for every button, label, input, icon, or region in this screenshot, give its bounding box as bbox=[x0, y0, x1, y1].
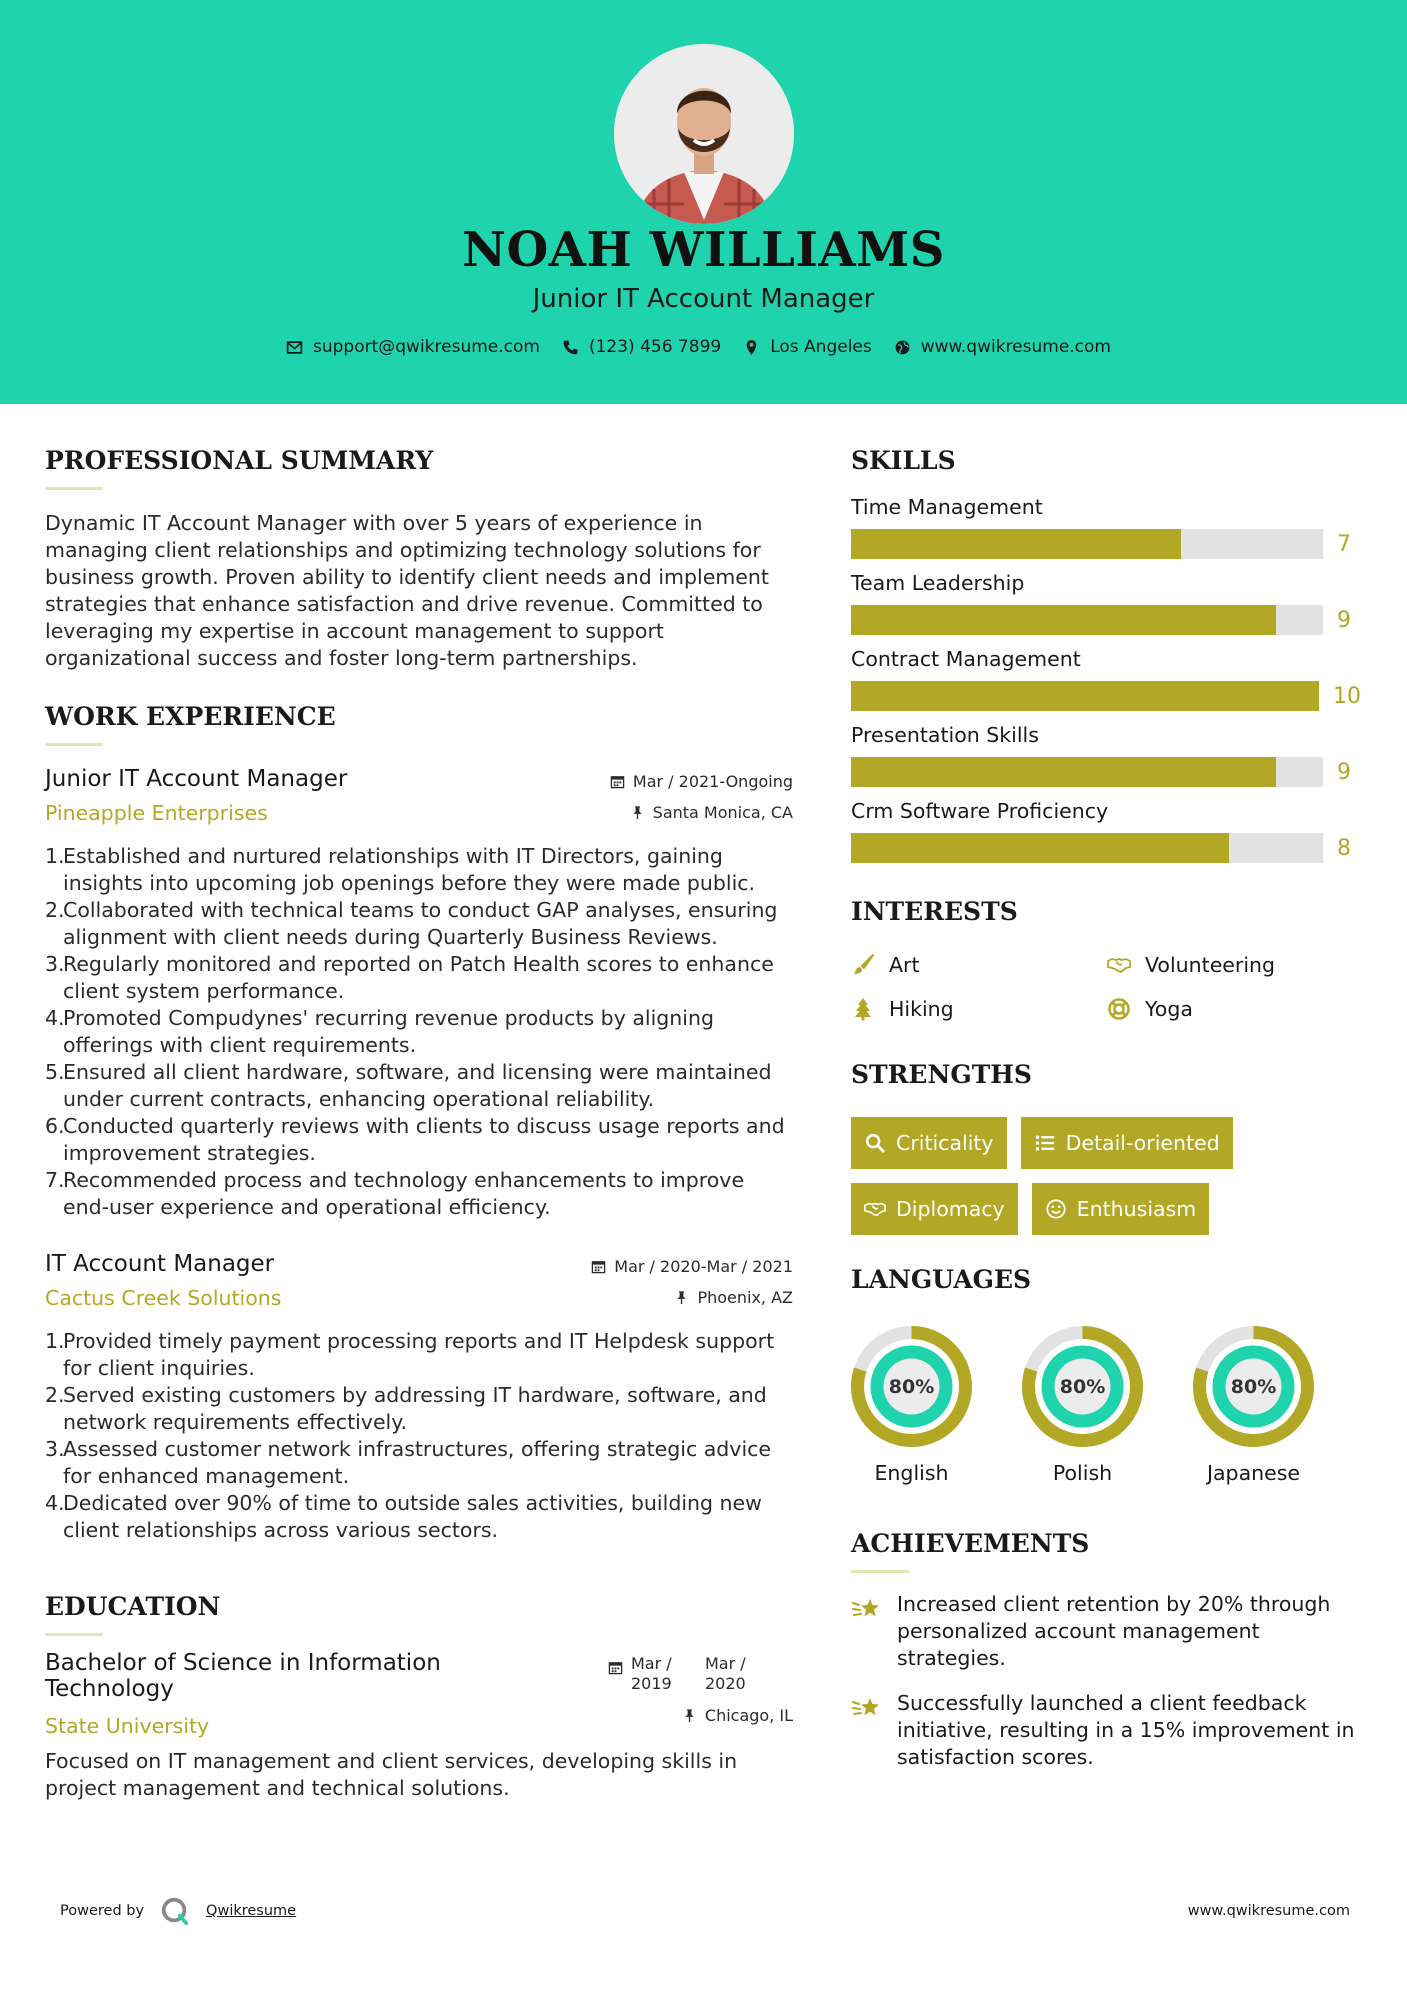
skill-value: 10 bbox=[1333, 683, 1361, 709]
powered-by bbox=[60, 1896, 296, 1926]
skill-value: 9 bbox=[1337, 607, 1351, 633]
job-company: Cactus Creek Solutions bbox=[45, 1286, 282, 1310]
language-percent: 80% bbox=[888, 1376, 935, 1398]
education-section bbox=[45, 1592, 793, 1802]
skills-list bbox=[851, 495, 1361, 863]
language-percent: 80% bbox=[1059, 1376, 1106, 1398]
duty-item: 7. Recommended process and technology enhancements to improve end-user experience and operational efficiency. bbox=[45, 1168, 745, 1219]
lifebuoy-icon bbox=[1107, 997, 1131, 1021]
skill-item bbox=[851, 723, 1361, 787]
job-duties bbox=[45, 843, 793, 1221]
strength-tag: Criticality bbox=[851, 1117, 1007, 1169]
section-divider bbox=[45, 743, 103, 746]
skill-item bbox=[851, 571, 1361, 635]
candidate-title: Junior IT Account Manager bbox=[532, 284, 875, 314]
job-dates bbox=[591, 1257, 793, 1276]
job-entry bbox=[45, 1251, 793, 1544]
edu-start-year: 2019 bbox=[631, 1674, 672, 1693]
job-dates-text: Mar / 2021-Ongoing bbox=[632, 772, 793, 791]
interest-item: Volunteering bbox=[1107, 950, 1347, 980]
summary-heading: PROFESSIONAL SUMMARY bbox=[45, 446, 434, 475]
job-location bbox=[610, 803, 793, 822]
job-dates-text: Mar / 2020-Mar / 2021 bbox=[614, 1257, 793, 1276]
handshake-icon bbox=[1107, 953, 1131, 977]
brand-link[interactable]: Qwikresume bbox=[206, 1903, 297, 1919]
languages-section bbox=[851, 1265, 1361, 1485]
language-name: Polish bbox=[1052, 1461, 1113, 1485]
calendar-icon bbox=[610, 774, 625, 789]
contact-email-text: support@qwikresume.com bbox=[313, 337, 540, 357]
skill-bar-track bbox=[851, 833, 1323, 863]
qwikresume-logo-icon bbox=[160, 1896, 190, 1926]
duty-item: 1. Provided timely payment processing reports and IT Helpdesk support for client inquiries. bbox=[45, 1329, 775, 1380]
job-entry bbox=[45, 766, 793, 1221]
map-pin-icon bbox=[743, 339, 760, 356]
skill-name: Team Leadership bbox=[851, 571, 1025, 595]
pushpin-icon bbox=[630, 805, 645, 820]
footer-website[interactable]: www.qwikresume.com bbox=[1187, 1903, 1350, 1919]
degree-title-line1: Bachelor of Science in Information bbox=[45, 1650, 441, 1676]
section-divider bbox=[851, 1570, 909, 1573]
language-item bbox=[1193, 1326, 1314, 1485]
skill-bar-track bbox=[851, 757, 1323, 787]
tree-icon bbox=[851, 997, 875, 1021]
interest-item: Art bbox=[851, 950, 1107, 980]
contact-phone[interactable] bbox=[562, 337, 721, 357]
duty-item: 2. Collaborated with technical teams to conduct GAP analyses, ensuring alignment with client needs during Quarterly Business Reviews. bbox=[45, 898, 778, 949]
language-ring bbox=[1193, 1326, 1314, 1447]
summary-section bbox=[45, 446, 793, 672]
skills-heading: SKILLS bbox=[851, 446, 956, 475]
phone-icon bbox=[562, 339, 579, 356]
education-location bbox=[608, 1706, 793, 1725]
interest-item: Yoga bbox=[1107, 994, 1347, 1024]
skills-section bbox=[851, 446, 1361, 863]
summary-text: Dynamic IT Account Manager with over 5 years of experience in managing client relationships and optimizing technology solutions for business growth. Proven ability to identify client needs and implement strategies that enhance satisfaction and drive revenue. Committed to leveraging my expertise in account management to support organizational success and foster long-term partnerships. bbox=[45, 511, 769, 670]
education-description: Focused on IT management and client services, developing skills in project management and technical solutions. bbox=[45, 1749, 738, 1800]
pushpin-icon bbox=[674, 1290, 689, 1305]
skill-value: 9 bbox=[1337, 759, 1351, 785]
list-icon bbox=[1034, 1132, 1056, 1154]
education-location-text: Chicago, IL bbox=[704, 1706, 793, 1725]
duty-item: 1. Established and nurtured relationships with IT Directors, gaining insights into upcoming job openings before they were made public. bbox=[45, 844, 756, 895]
profile-photo bbox=[614, 44, 794, 224]
skill-item bbox=[851, 495, 1361, 559]
strengths-section bbox=[851, 1060, 1361, 1235]
job-location-text: Phoenix, AZ bbox=[697, 1288, 793, 1307]
page-footer bbox=[60, 1896, 1350, 1926]
experience-heading: WORK EXPERIENCE bbox=[45, 702, 336, 731]
job-location bbox=[591, 1288, 793, 1307]
search-icon bbox=[864, 1132, 886, 1154]
skill-name: Contract Management bbox=[851, 647, 1081, 671]
contact-website-text: www.qwikresume.com bbox=[920, 337, 1111, 357]
section-divider bbox=[45, 1633, 103, 1636]
degree-title-line2: Technology bbox=[45, 1676, 174, 1702]
job-duties bbox=[45, 1328, 793, 1544]
edu-start-month: Mar / bbox=[631, 1654, 672, 1673]
interest-item: Hiking bbox=[851, 994, 1107, 1024]
contact-website[interactable] bbox=[894, 337, 1111, 357]
powered-by-label: Powered by bbox=[60, 1903, 145, 1919]
contact-phone-text: (123) 456 7899 bbox=[588, 337, 722, 357]
contact-bar bbox=[0, 337, 1407, 357]
left-column bbox=[45, 446, 793, 1802]
shooting-star-icon bbox=[851, 1593, 883, 1625]
candidate-name: NOAH WILLIAMS bbox=[462, 222, 945, 278]
experience-section bbox=[45, 702, 793, 1544]
resume-header bbox=[0, 0, 1407, 404]
strengths-heading: STRENGTHS bbox=[851, 1060, 1032, 1089]
skill-bar-track bbox=[851, 681, 1319, 711]
edu-end-year: 2020 bbox=[705, 1674, 746, 1693]
smile-icon bbox=[1045, 1198, 1067, 1220]
skill-name: Presentation Skills bbox=[851, 723, 1039, 747]
language-item bbox=[851, 1326, 972, 1485]
calendar-icon bbox=[608, 1660, 623, 1675]
strength-tag: Detail-oriented bbox=[1021, 1117, 1233, 1169]
duty-item: 4. Promoted Compudynes' recurring revenue products by aligning offerings with client requirements. bbox=[45, 1006, 715, 1057]
duty-item: 5. Ensured all client hardware, software, and licensing were maintained under current contracts, enhancing operational reliability. bbox=[45, 1060, 772, 1111]
globe-icon bbox=[894, 339, 911, 356]
duty-item: 3. Regularly monitored and reported on Patch Health scores to enhance client system performance. bbox=[45, 952, 774, 1003]
skill-bar-fill bbox=[851, 681, 1319, 711]
education-dates bbox=[608, 1654, 793, 1694]
pushpin-icon bbox=[682, 1708, 697, 1723]
languages-heading: LANGUAGES bbox=[851, 1265, 1032, 1294]
skill-item bbox=[851, 647, 1361, 711]
shooting-star-icon bbox=[851, 1692, 883, 1724]
language-ring bbox=[1022, 1326, 1143, 1447]
contact-email[interactable] bbox=[286, 337, 540, 357]
school-name: State University bbox=[45, 1714, 210, 1738]
handshake-icon bbox=[864, 1198, 886, 1220]
job-location-text: Santa Monica, CA bbox=[652, 803, 793, 822]
achievements-heading: ACHIEVEMENTS bbox=[851, 1529, 1090, 1558]
language-item bbox=[1022, 1326, 1143, 1485]
language-name: Japanese bbox=[1206, 1461, 1301, 1485]
right-column bbox=[851, 446, 1361, 1771]
paintbrush-icon bbox=[851, 953, 875, 977]
strength-tag: Diplomacy bbox=[851, 1183, 1018, 1235]
skill-value: 7 bbox=[1337, 531, 1351, 557]
job-title: IT Account Manager bbox=[45, 1251, 275, 1277]
skill-bar-track bbox=[851, 529, 1323, 559]
interests-heading: INTERESTS bbox=[851, 897, 1018, 926]
duty-item: 4. Dedicated over 90% of time to outside sales activities, building new client relationships across various sectors. bbox=[45, 1491, 762, 1542]
job-company: Pineapple Enterprises bbox=[45, 801, 268, 825]
education-heading: EDUCATION bbox=[45, 1592, 221, 1621]
skill-value: 8 bbox=[1337, 835, 1351, 861]
envelope-icon bbox=[286, 339, 303, 356]
interests-section bbox=[851, 897, 1361, 1024]
job-title: Junior IT Account Manager bbox=[45, 766, 348, 792]
language-percent: 80% bbox=[1230, 1376, 1277, 1398]
achievement-item: Successfully launched a client feedback initiative, resulting in a 15% improvement in satisfaction scores. bbox=[851, 1690, 1361, 1771]
language-name: English bbox=[874, 1461, 949, 1485]
duty-item: 6. Conducted quarterly reviews with clients to discuss usage reports and improvement strategies. bbox=[45, 1114, 785, 1165]
duty-item: 3. Assessed customer network infrastructures, offering strategic advice for enhanced management. bbox=[45, 1437, 772, 1488]
strength-tag: Enthusiasm bbox=[1032, 1183, 1210, 1235]
skill-name: Time Management bbox=[851, 495, 1043, 519]
skill-item bbox=[851, 799, 1361, 863]
skill-name: Crm Software Proficiency bbox=[851, 799, 1109, 823]
skill-bar-fill bbox=[851, 605, 1276, 635]
section-divider bbox=[45, 487, 103, 490]
duty-item: 2. Served existing customers by addressing IT hardware, software, and network requirements effectively. bbox=[45, 1383, 767, 1434]
achievement-item: Increased client retention by 20% through personalized account management strategies. bbox=[851, 1591, 1361, 1672]
skill-bar-fill bbox=[851, 833, 1229, 863]
skill-bar-fill bbox=[851, 529, 1181, 559]
contact-location-text: Los Angeles bbox=[770, 337, 872, 357]
achievements-section bbox=[851, 1529, 1361, 1771]
contact-location bbox=[743, 337, 872, 357]
edu-end-month: Mar / bbox=[705, 1654, 746, 1673]
skill-bar-fill bbox=[851, 757, 1276, 787]
calendar-icon bbox=[591, 1259, 606, 1274]
language-ring bbox=[851, 1326, 972, 1447]
skill-bar-track bbox=[851, 605, 1323, 635]
job-dates bbox=[610, 772, 793, 791]
